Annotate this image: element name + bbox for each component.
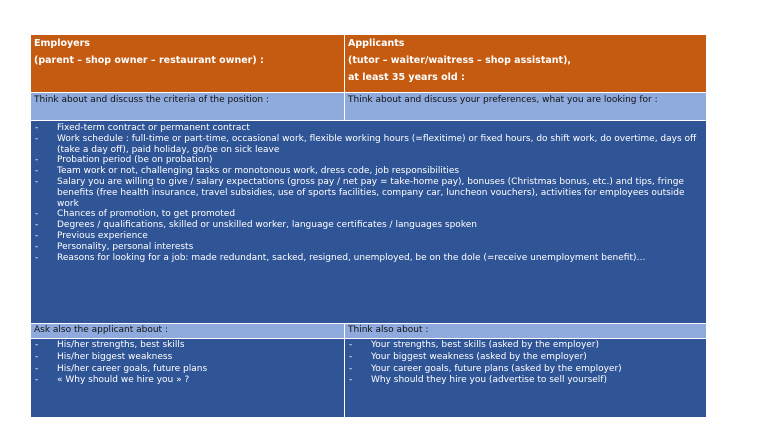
applicants-prompt: Think about and discuss your preferences, what you are looking for : bbox=[348, 95, 658, 105]
list-item: - His/her biggest weakness bbox=[35, 352, 340, 364]
applicants-think-label: Think also about : bbox=[348, 325, 429, 335]
employers-ask-cell bbox=[31, 339, 345, 417]
prompt-row bbox=[31, 92, 706, 121]
employers-prompt: Think about and discuss the criteria of the position : bbox=[31, 93, 345, 120]
ask-items-row bbox=[31, 338, 706, 417]
list-item: - Your biggest weakness (asked by the employer) bbox=[349, 352, 702, 364]
employers-header-cell bbox=[31, 35, 345, 92]
list-item: - Your strengths, best skills (asked by the employer) bbox=[349, 340, 702, 352]
applicants-title: Applicants bbox=[348, 38, 405, 49]
employers-ask-list bbox=[35, 340, 340, 387]
role-play-table bbox=[31, 35, 706, 417]
applicants-header-cell bbox=[345, 35, 706, 92]
employers-ask-label: Ask also the applicant about : bbox=[31, 324, 345, 338]
list-item: - Previous experience bbox=[35, 231, 702, 242]
list-item: - Personality, personal interests bbox=[35, 242, 702, 253]
list-item: - His/her career goals, future plans bbox=[35, 364, 340, 376]
list-item: - Your career goals, future plans (asked by the employer) bbox=[349, 364, 702, 376]
applicants-subtitle-line1: (tutor – waiter/waitress – shop assistant), bbox=[348, 55, 572, 66]
list-item: - Team work or not, challenging tasks or monotonous work, dress code, job responsibilities bbox=[35, 166, 702, 177]
list-item: - Chances of promotion, to get promoted bbox=[35, 209, 702, 220]
list-item: - Salary you are willing to give / salary expectations (gross pay / net pay = take-home pay), bonuses (Christmas bonus, etc.) and tips, fringe benefits (free health insurance, travel subsidies, use of sports facilities, company car, luncheon vouchers), activities for employees outside work bbox=[35, 177, 702, 209]
header-row bbox=[31, 35, 706, 92]
list-item: - Work schedule : full-time or part-time, occasional work, flexible working hours (=flexitime) or fixed hours, do shift work, do overtime, days off (take a day off), paid holiday, go/be on sick leave bbox=[35, 134, 702, 156]
employers-title: Employers bbox=[34, 38, 90, 49]
applicants-subtitle-line2: at least 35 years old : bbox=[348, 72, 465, 83]
list-item: - Why should they hire you (advertise to sell yourself) bbox=[349, 375, 702, 387]
list-item: - Fixed-term contract or permanent contract bbox=[35, 123, 702, 134]
list-item: - Reasons for looking for a job: made redundant, sacked, resigned, unemployed, be on the dole (=receive unemployment benefit)… bbox=[35, 253, 702, 264]
list-item: - « Why should we hire you » ? bbox=[35, 375, 340, 387]
employers-subtitle: (parent – shop owner – restaurant owner) : bbox=[34, 55, 264, 66]
list-item: - Probation period (be on probation) bbox=[35, 155, 702, 166]
applicants-think-list bbox=[349, 340, 702, 387]
list-item: - Degrees / qualifications, skilled or unskilled worker, language certificates / languages spoken bbox=[35, 220, 702, 231]
ask-label-row bbox=[31, 323, 706, 338]
list-item: - His/her strengths, best skills bbox=[35, 340, 340, 352]
criteria-cell bbox=[31, 121, 706, 323]
applicants-think-cell bbox=[345, 339, 706, 417]
criteria-list bbox=[35, 123, 702, 263]
